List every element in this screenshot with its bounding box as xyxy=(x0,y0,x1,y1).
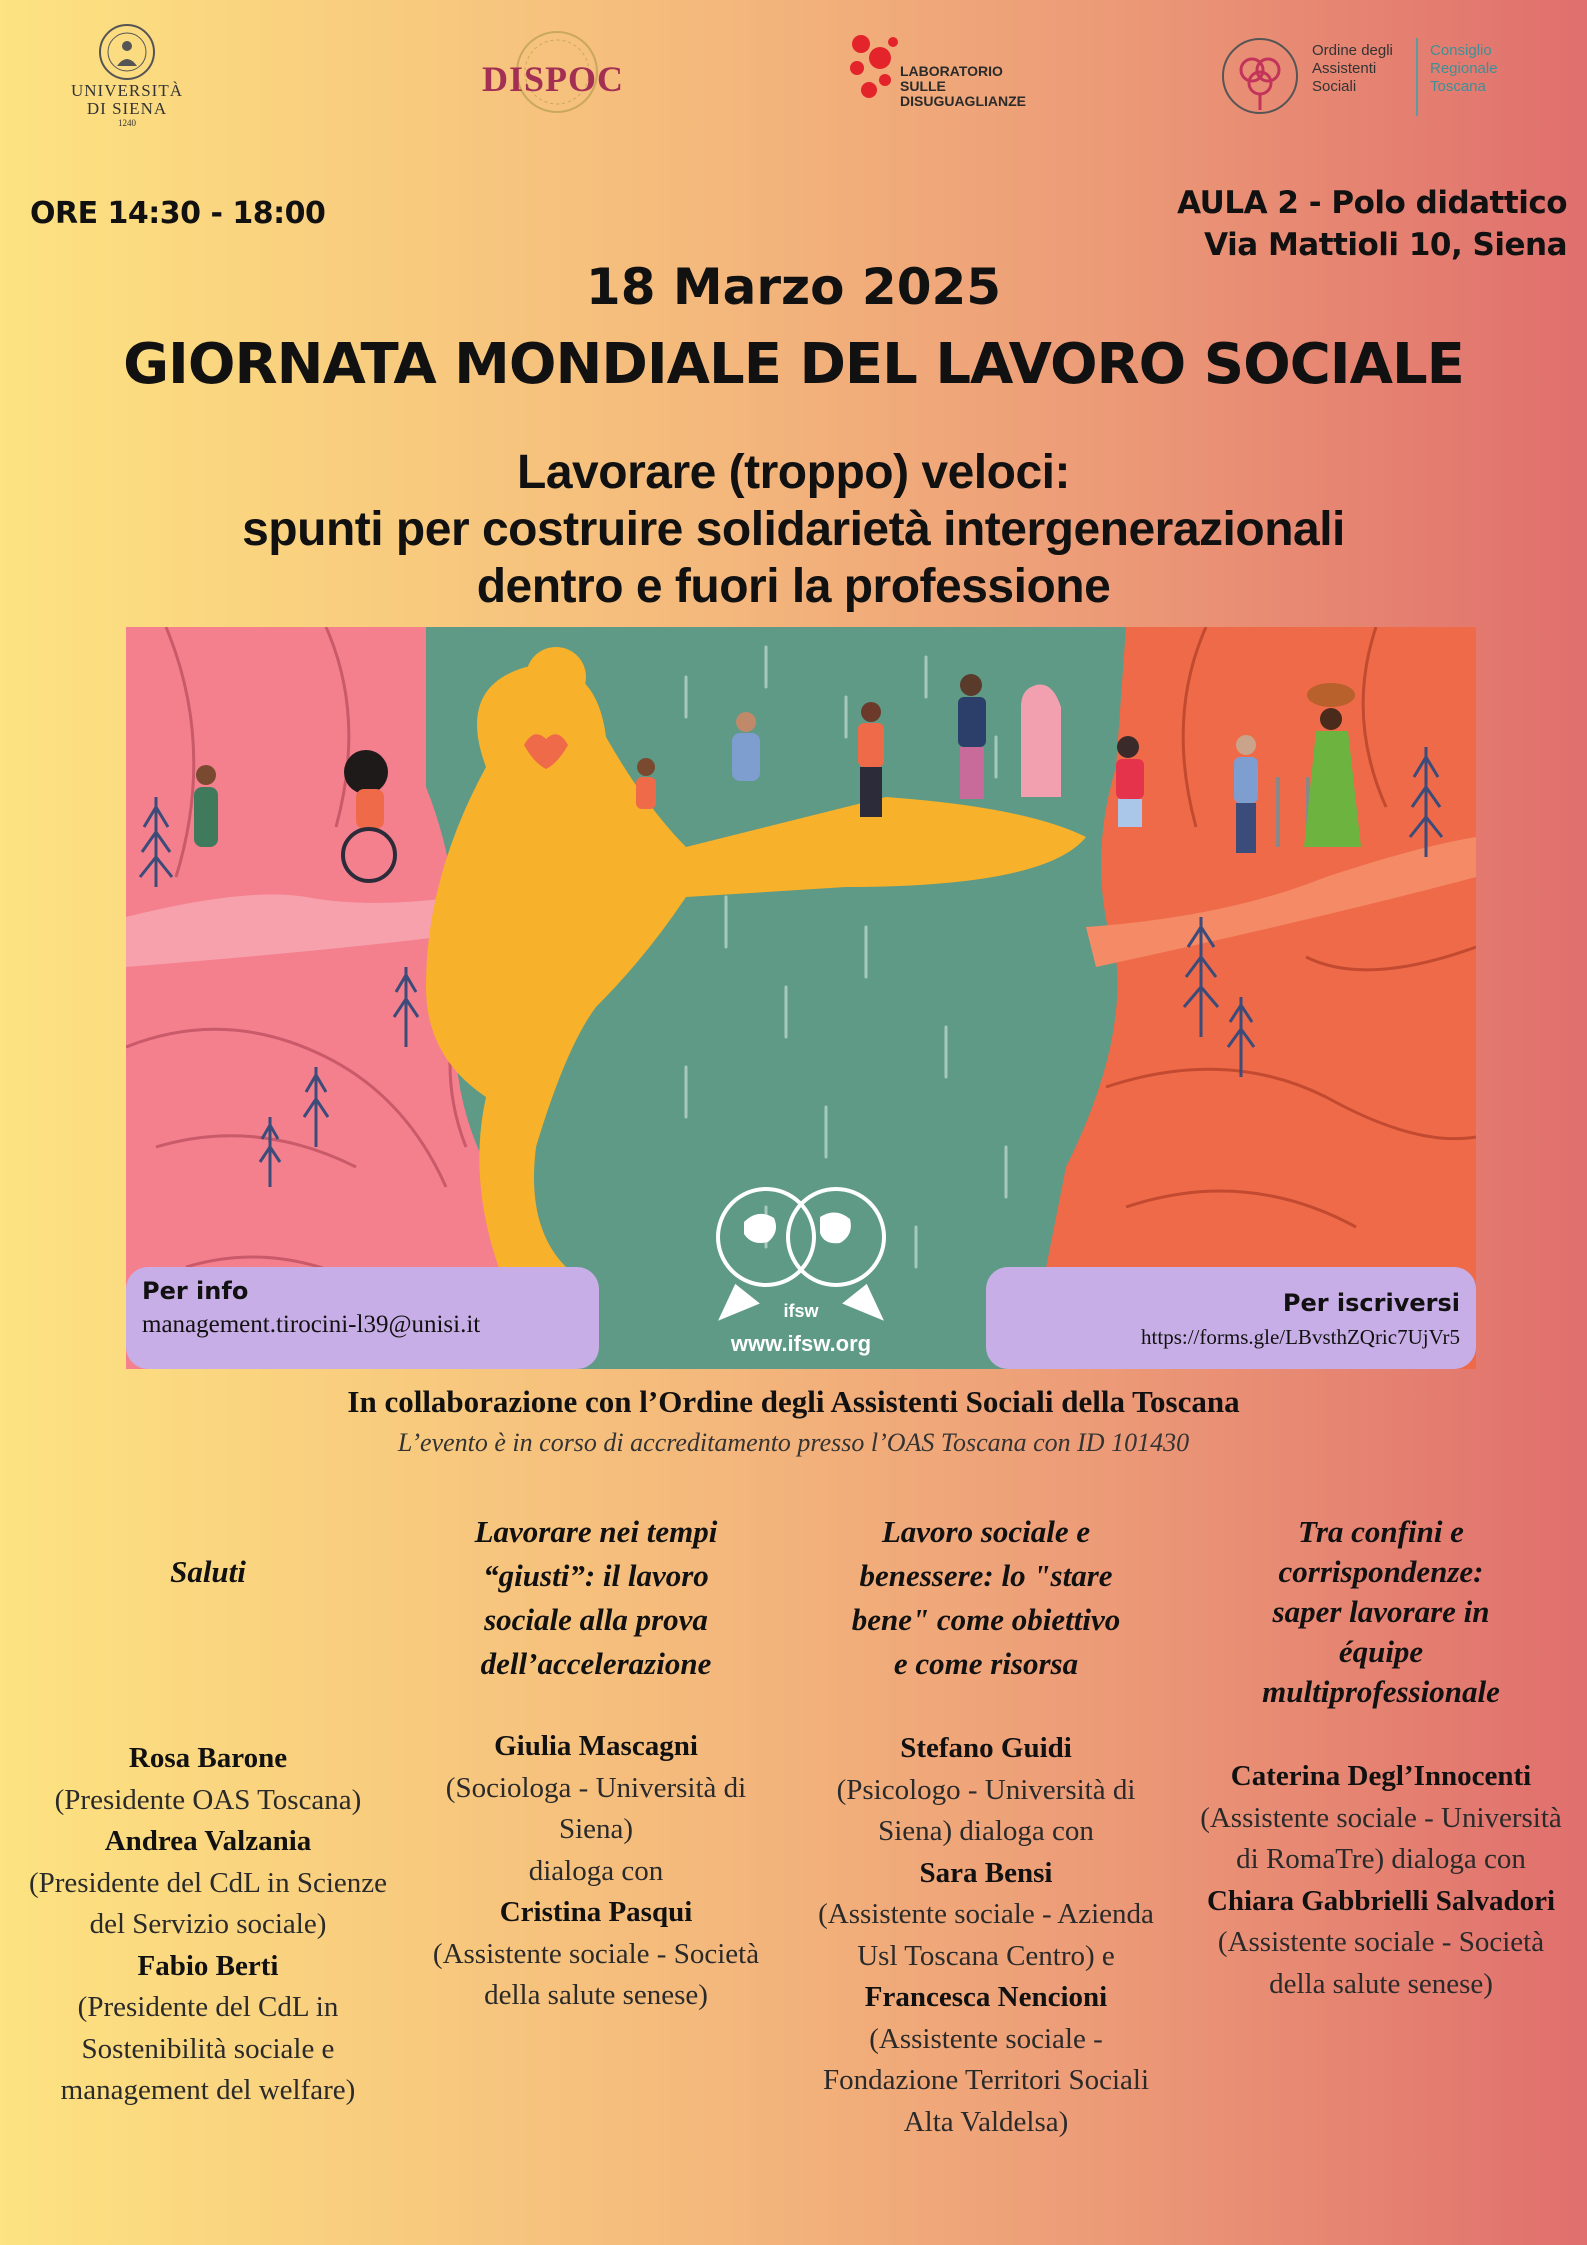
topic-line: sociale alla prova xyxy=(484,1602,708,1637)
oas-region2: Regionale xyxy=(1430,60,1498,77)
speaker-name: Cristina Pasqui xyxy=(499,1896,693,1928)
title-line2: spunti per costruire solidarietà intergenerazionali xyxy=(242,503,1345,556)
speaker-entry xyxy=(1195,1756,1567,1798)
topic-line: bene" come obiettivo xyxy=(851,1602,1121,1637)
speaker-name: Francesca Nencioni xyxy=(864,1981,1108,2013)
illustration-artwork xyxy=(126,627,1476,1369)
place-line1: AULA 2 - Polo didattico xyxy=(1177,185,1567,221)
event-date: 18 Marzo 2025 xyxy=(585,258,1002,316)
lab-dots-icon xyxy=(845,28,905,118)
unisi-seal-icon xyxy=(97,22,157,82)
speaker-role: (Presidente del CdL in Scienze del Servizio sociale) xyxy=(28,1866,388,1940)
topic-line: multiprofessionale xyxy=(1262,1674,1500,1709)
speaker-name: Stefano Guidi xyxy=(900,1732,1072,1764)
oas-region1: Consiglio xyxy=(1430,42,1492,59)
speaker-entry xyxy=(22,1738,394,1780)
program-col-3-topic xyxy=(800,1510,1172,1686)
program-col-1-topic xyxy=(22,1550,394,1594)
speaker-role: (Presidente del CdL in Sostenibilità sociale e management del welfare) xyxy=(60,1991,356,2106)
info-label: Per info xyxy=(142,1277,249,1305)
speaker-connector: dialoga con xyxy=(528,1854,664,1887)
program-col-2-topic xyxy=(410,1510,782,1686)
topic-line: saper lavorare in xyxy=(1272,1594,1490,1629)
speaker-entry xyxy=(410,1892,782,1934)
ifsw-url[interactable]: www.ifsw.org xyxy=(730,1331,872,1356)
speaker-role: (Presidente OAS Toscana) xyxy=(54,1783,362,1816)
event-name: GIORNATA MONDIALE DEL LAVORO SOCIALE xyxy=(123,332,1464,397)
topic-line: Saluti xyxy=(170,1554,246,1589)
title-line3: dentro e fuori la professione xyxy=(476,560,1111,613)
topic-line: équipe xyxy=(1338,1634,1424,1669)
speaker-name: Rosa Barone xyxy=(128,1742,288,1774)
program-col-4-topic xyxy=(1195,1512,1567,1712)
event-place xyxy=(1177,182,1567,266)
topic-line: dell’accelerazione xyxy=(480,1646,712,1681)
speaker-name: Andrea Valzania xyxy=(104,1825,312,1857)
oas-region3: Toscana xyxy=(1430,78,1486,95)
speaker-name: Giulia Mascagni xyxy=(494,1730,698,1762)
register-box xyxy=(986,1267,1476,1369)
oas-line2: Assistenti xyxy=(1312,60,1377,77)
speaker-role: (Sociologa - Università di Siena) xyxy=(445,1771,747,1845)
speaker-entry xyxy=(800,1728,1172,1770)
speaker-entry xyxy=(800,1977,1172,2019)
speaker-name: Fabio Berti xyxy=(137,1949,279,1982)
unisi-name-line2: DI SIENA xyxy=(86,99,168,118)
dispoc-logo xyxy=(472,30,642,120)
topic-line: e come risorsa xyxy=(893,1646,1079,1681)
program-col-3-speakers xyxy=(800,1728,1172,2143)
oas-divider xyxy=(1416,38,1418,116)
lab-line1: LABORATORIO xyxy=(900,63,1003,79)
speaker-entry xyxy=(22,1821,394,1863)
speaker-role: (Assistente sociale - Fondazione Territori Sociali Alta Valdelsa) xyxy=(822,2022,1150,2138)
unisi-name-line1: UNIVERSITÀ xyxy=(71,81,183,100)
info-email[interactable]: management.tirocini-l39@unisi.it xyxy=(142,1311,481,1338)
lab-line2: SULLE xyxy=(900,78,946,94)
speaker-name: Caterina Degl’Innocenti xyxy=(1230,1760,1532,1792)
speaker-role: (Psicologo - Università di Siena) dialoga con xyxy=(836,1773,1136,1847)
program-col-1-speakers xyxy=(22,1738,394,2112)
oas-knot-icon xyxy=(1220,36,1300,116)
lab-line3: DISUGUAGLIANZE xyxy=(900,93,1026,109)
oas-logo xyxy=(1220,36,1540,126)
oas-line1: Ordine degli xyxy=(1312,42,1393,59)
info-box xyxy=(126,1267,599,1369)
topic-line: Lavoro sociale e xyxy=(881,1514,1091,1549)
speaker-entry xyxy=(410,1726,782,1768)
lab-logo xyxy=(845,28,1065,118)
event-title xyxy=(0,444,1587,615)
speaker-entry xyxy=(1195,1881,1567,1923)
program-col-2-speakers xyxy=(410,1726,782,2017)
speaker-role: (Assistente sociale - Azienda Usl Toscana Centro) e xyxy=(818,1898,1154,1972)
speaker-name: Sara Bensi xyxy=(919,1856,1053,1889)
topic-line: benessere: lo "stare xyxy=(859,1558,1113,1593)
title-line1: Lavorare (troppo) veloci: xyxy=(517,446,1070,499)
topic-line: “giusti”: il lavoro xyxy=(483,1558,709,1593)
register-label: Per iscriversi xyxy=(1282,1289,1460,1317)
collaboration-note: In collaborazione con l’Ordine degli Assistenti Sociali della Toscana xyxy=(347,1384,1240,1419)
topic-line: Lavorare nei tempi xyxy=(474,1514,718,1549)
speaker-name: Chiara Gabbrielli Salvadori xyxy=(1206,1884,1556,1917)
oas-name xyxy=(1312,42,1393,96)
unisi-year: 1240 xyxy=(118,118,136,128)
register-link[interactable]: https://forms.gle/LBvsthZQric7UjVr5 xyxy=(1141,1325,1460,1349)
ifsw-label: ifsw xyxy=(783,1301,819,1321)
unisi-logo xyxy=(62,22,192,142)
topic-line: corrispondenze: xyxy=(1278,1554,1484,1589)
accreditation-note: L’evento è in corso di accreditamento presso l’OAS Toscana con ID 101430 xyxy=(397,1428,1190,1457)
program-col-4-speakers xyxy=(1195,1756,1567,2005)
speaker-role: (Assistente sociale - Università di RomaTre) dialoga con xyxy=(1200,1801,1562,1875)
speaker-entry xyxy=(22,1946,394,1988)
speaker-role: (Assistente sociale - Società della salute senese) xyxy=(432,1937,760,2011)
speaker-entry xyxy=(800,1853,1172,1895)
event-time: ORE 14:30 - 18:00 xyxy=(30,196,326,231)
dispoc-word: DISPOC xyxy=(482,59,625,99)
topic-line: Tra confini e xyxy=(1298,1514,1464,1549)
lab-text xyxy=(900,64,1026,109)
oas-line3: Sociali xyxy=(1312,78,1357,95)
illustration xyxy=(126,627,1476,1369)
place-line2: Via Mattioli 10, Siena xyxy=(1204,227,1567,263)
oas-region xyxy=(1430,42,1498,96)
speaker-role: (Assistente sociale - Società della salute senese) xyxy=(1217,1926,1545,2000)
